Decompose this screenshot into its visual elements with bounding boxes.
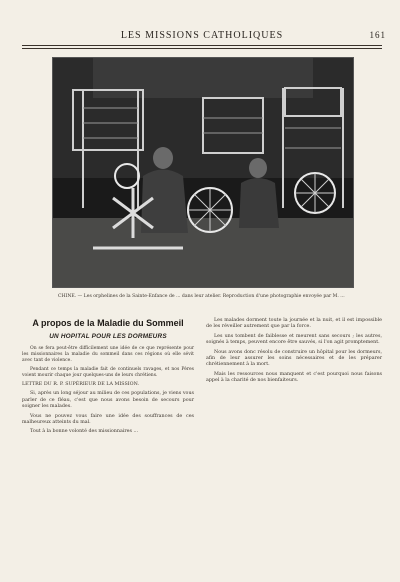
- paragraph: Nous avons donc résolu de construire un hôpital pour les dormeurs, afin de leur assurer les soins nécessaires et de les préparer chrétiennement à la mort.: [206, 349, 382, 368]
- right-column: [206, 318, 382, 388]
- page-number: 161: [369, 30, 386, 40]
- header-rule-double: [22, 48, 382, 49]
- paragraph: Tout à la bonne volonté des missionnaires ...: [30, 429, 139, 435]
- paragraph: Vous ne pouvez vous faire une idée des souffrances de ces malheureux atteints du mal.: [22, 413, 194, 426]
- journal-title: LES MISSIONS CATHOLIQUES: [120, 30, 284, 41]
- left-column: [22, 318, 194, 439]
- intro-paragraph: On se fera peut-être difficilement une idée de ce que représente pour les missionnaires la maladie du sommeil dans ces régions où elle sévit avec tant de violence.: [22, 346, 194, 363]
- article-subtitle: UN HOPITAL POUR LES DORMEURS: [49, 333, 167, 340]
- paragraph: Les uns tombent de faiblesse et meurent sans secours ; les autres, soignés à temps, peuvent encore être sauvés, si l'on agit promptement.: [206, 333, 382, 346]
- paragraph: Mais les ressources nous manquent et c'est pourquoi nous faisons appel à la charité de nos bienfaiteurs.: [206, 371, 382, 384]
- paragraph: Si, après un long séjour au milieu de ces populations, je viens vous parler de ce fléau, c'est que nous avons besoin de secours pour soigner les malades.: [22, 391, 194, 410]
- letter-heading: LETTRE DU R. P. SUPÉRIEUR DE LA MISSION.: [22, 382, 140, 387]
- running-header: [18, 30, 386, 42]
- photo-caption: CHINE. — Les orphelines de la Sainte-Enfance de ... dans leur atelier. Reproduction d'une photographie envoyée par M. ...: [58, 294, 345, 299]
- weaving-workshop-photo: [53, 58, 353, 287]
- photograph: [52, 57, 354, 288]
- paragraph: Pendant ce temps la maladie fait de continuels ravages, et nos Pères voient mourir chaque jour quelques-uns de leurs chrétiens.: [22, 367, 194, 378]
- paragraph: Les malades dorment toute la journée et la nuit, et il est impossible de les réveiller autrement que par la force.: [206, 318, 382, 330]
- article-title: A propos de la Maladie du Sommeil: [32, 318, 184, 328]
- header-rule: [22, 45, 382, 46]
